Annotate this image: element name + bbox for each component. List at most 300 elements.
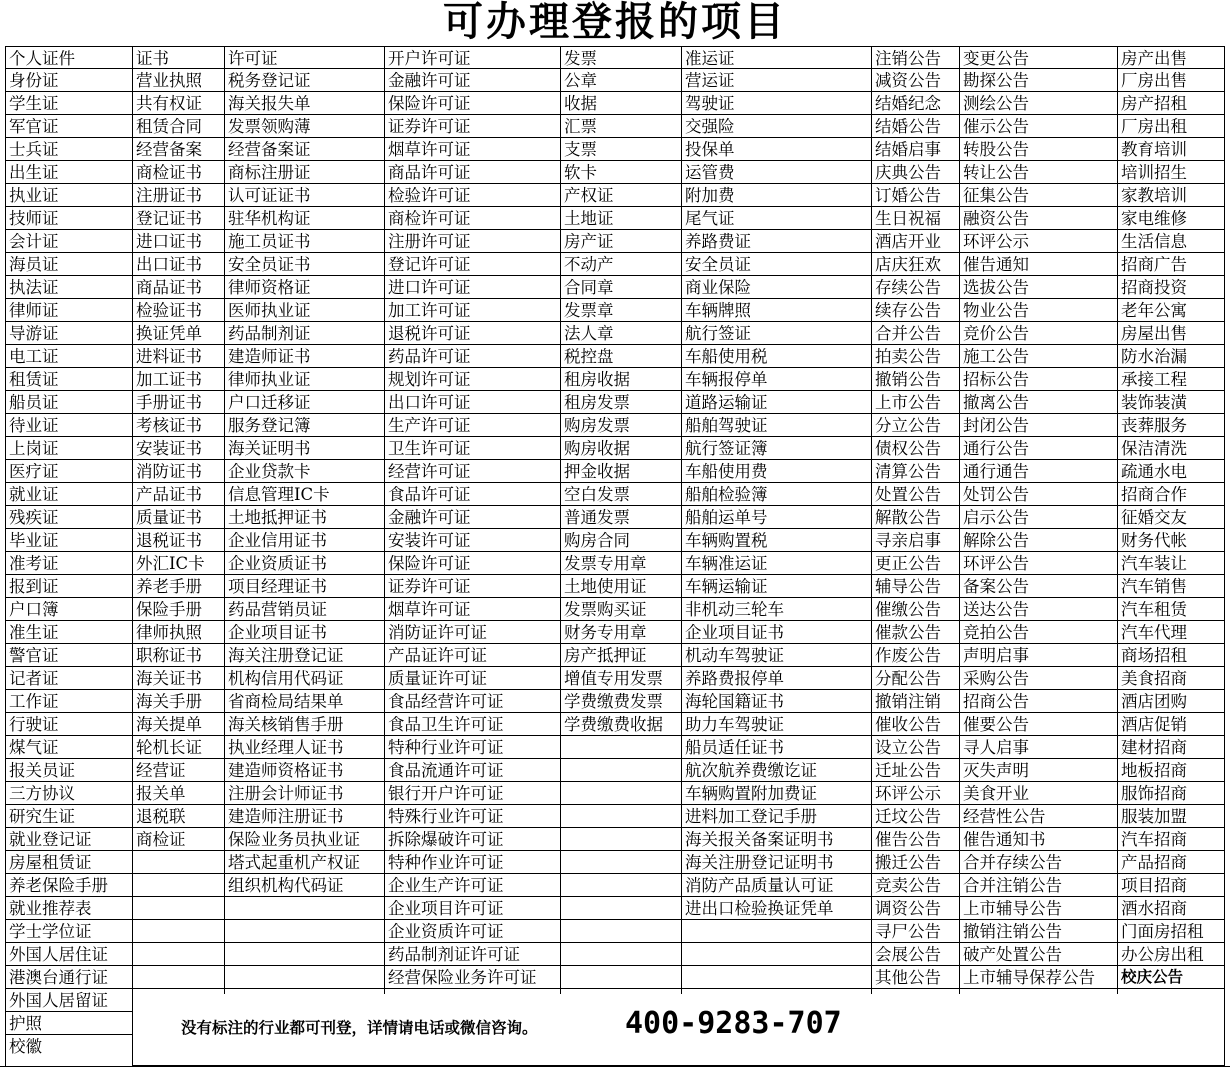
list-item: 安全员证 [682, 253, 871, 276]
list-item: 企业资质证书 [225, 552, 384, 575]
list-item: 项目经理证书 [225, 575, 384, 598]
list-item: 结婚纪念 [872, 92, 959, 115]
list-item: 质量证许可证 [385, 667, 560, 690]
list-item: 律师资格证 [225, 276, 384, 299]
empty-cell [561, 828, 681, 851]
list-item: 处罚公告 [960, 483, 1117, 506]
list-item: 租房发票 [561, 391, 681, 414]
list-item: 催告通知书 [960, 828, 1117, 851]
list-item: 招标公告 [960, 368, 1117, 391]
list-item: 施工员证书 [225, 230, 384, 253]
list-item: 项目招商 [1118, 874, 1224, 897]
list-item: 车辆牌照 [682, 299, 871, 322]
list-item: 加工许可证 [385, 299, 560, 322]
list-item: 就业证 [6, 483, 132, 506]
list-item: 催收公告 [872, 713, 959, 736]
list-item: 税务登记证 [225, 69, 384, 92]
list-item: 航行签证 [682, 322, 871, 345]
list-item: 附加费 [682, 184, 871, 207]
list-item: 合并存续公告 [960, 851, 1117, 874]
list-item: 企业生产许可证 [385, 874, 560, 897]
list-item: 企业项目证书 [225, 621, 384, 644]
list-item: 注册许可证 [385, 230, 560, 253]
list-item: 租房收据 [561, 368, 681, 391]
list-item: 订婚公告 [872, 184, 959, 207]
list-item: 待业证 [6, 414, 132, 437]
list-item: 撤销注销公告 [960, 920, 1117, 943]
column-4 [560, 46, 681, 994]
list-item: 调资公告 [872, 897, 959, 920]
list-item: 不动产 [561, 253, 681, 276]
list-item: 家电维修 [1118, 207, 1224, 230]
list-item: 银行开户许可证 [385, 782, 560, 805]
list-item: 道路运输证 [682, 391, 871, 414]
list-item: 卫生许可证 [385, 437, 560, 460]
list-item: 报关单 [133, 782, 224, 805]
empty-cell [561, 736, 681, 759]
list-item: 购房发票 [561, 414, 681, 437]
list-item: 食品经营许可证 [385, 690, 560, 713]
list-item: 环评公告 [960, 552, 1117, 575]
list-item: 驻华机构证 [225, 207, 384, 230]
list-item: 海关注册登记证 [225, 644, 384, 667]
list-item: 身份证 [6, 69, 132, 92]
list-item: 产品证许可证 [385, 644, 560, 667]
list-item: 企业项目许可证 [385, 897, 560, 920]
list-item: 药品许可证 [385, 345, 560, 368]
list-item: 注册会计师证书 [225, 782, 384, 805]
list-item: 迁址公告 [872, 759, 959, 782]
list-item: 产权证 [561, 184, 681, 207]
list-item: 证券许可证 [385, 115, 560, 138]
list-item: 职称证书 [133, 644, 224, 667]
list-item: 安装证书 [133, 437, 224, 460]
list-item: 寻尸公告 [872, 920, 959, 943]
list-item: 环评公示 [872, 782, 959, 805]
column-header: 准运证 [682, 46, 871, 69]
list-item: 登记许可证 [385, 253, 560, 276]
list-item: 老年公寓 [1118, 299, 1224, 322]
list-item: 消防证许可证 [385, 621, 560, 644]
list-item: 通行通告 [960, 460, 1117, 483]
empty-cell [561, 897, 681, 920]
empty-cell [561, 851, 681, 874]
list-item: 启示公告 [960, 506, 1117, 529]
list-item: 保险许可证 [385, 552, 560, 575]
list-item: 保险许可证 [385, 92, 560, 115]
list-item: 轮机长证 [133, 736, 224, 759]
list-item: 酒店开业 [872, 230, 959, 253]
list-item: 建造师资格证书 [225, 759, 384, 782]
list-item: 商检证书 [133, 161, 224, 184]
list-item: 进口许可证 [385, 276, 560, 299]
list-item: 撤销公告 [872, 368, 959, 391]
list-item: 投保单 [682, 138, 871, 161]
column-5 [681, 46, 871, 994]
list-item: 普通发票 [561, 506, 681, 529]
list-item: 煤气证 [6, 736, 132, 759]
list-item: 企业信用证书 [225, 529, 384, 552]
list-item: 催缴公告 [872, 598, 959, 621]
list-item: 生活信息 [1118, 230, 1224, 253]
list-item: 发票章 [561, 299, 681, 322]
list-item: 上岗证 [6, 437, 132, 460]
list-item: 律师证 [6, 299, 132, 322]
list-item: 作废公告 [872, 644, 959, 667]
list-item: 购房合同 [561, 529, 681, 552]
list-item: 合并注销公告 [960, 874, 1117, 897]
list-item: 酒店促销 [1118, 713, 1224, 736]
list-item: 商场招租 [1118, 644, 1224, 667]
list-item: 进料加工登记手册 [682, 805, 871, 828]
list-item: 经营备案证 [225, 138, 384, 161]
list-item: 船员证 [6, 391, 132, 414]
list-item: 撤离公告 [960, 391, 1117, 414]
empty-cell [133, 851, 224, 874]
list-item: 测绘公告 [960, 92, 1117, 115]
list-item: 破产处置公告 [960, 943, 1117, 966]
list-item: 酒店团购 [1118, 690, 1224, 713]
list-item: 海关手册 [133, 690, 224, 713]
list-item: 征婚交友 [1118, 506, 1224, 529]
list-item: 车船使用费 [682, 460, 871, 483]
list-item: 家教培训 [1118, 184, 1224, 207]
list-item: 门面房招租 [1118, 920, 1224, 943]
list-item: 船舶运单号 [682, 506, 871, 529]
list-item: 封闭公告 [960, 414, 1117, 437]
list-item: 招商合作 [1118, 483, 1224, 506]
list-item: 经营性公告 [960, 805, 1117, 828]
footer-contact [132, 994, 1225, 1066]
list-item: 共有权证 [133, 92, 224, 115]
list-item: 转让公告 [960, 161, 1117, 184]
list-item: 竞卖公告 [872, 874, 959, 897]
list-item: 残疾证 [6, 506, 132, 529]
list-item: 认可证证书 [225, 184, 384, 207]
list-item: 商品证书 [133, 276, 224, 299]
list-item: 房屋出售 [1118, 322, 1224, 345]
list-item: 外国人居留证 [6, 989, 132, 1012]
list-item: 发票领购薄 [225, 115, 384, 138]
list-item: 竞价公告 [960, 322, 1117, 345]
empty-cell [133, 943, 224, 966]
list-item: 搬迁公告 [872, 851, 959, 874]
list-item: 商标注册证 [225, 161, 384, 184]
list-item: 经营证 [133, 759, 224, 782]
list-item: 经营保险业务许可证 [385, 966, 560, 989]
list-item: 证券许可证 [385, 575, 560, 598]
list-item: 合并公告 [872, 322, 959, 345]
list-item: 分配公告 [872, 667, 959, 690]
list-item: 地板招商 [1118, 759, 1224, 782]
list-item: 处置公告 [872, 483, 959, 506]
list-item: 海关提单 [133, 713, 224, 736]
list-item: 进出口检验换证凭单 [682, 897, 871, 920]
column-1 [132, 46, 224, 994]
list-item: 特种作业许可证 [385, 851, 560, 874]
column-header: 开户许可证 [385, 46, 560, 69]
empty-cell [133, 874, 224, 897]
page-title: 可办理登报的项目 [443, 0, 787, 45]
list-item: 检验证书 [133, 299, 224, 322]
list-item: 结婚启事 [872, 138, 959, 161]
list-item: 士兵证 [6, 138, 132, 161]
list-item: 研究生证 [6, 805, 132, 828]
list-item: 采购公告 [960, 667, 1117, 690]
list-item: 医师执业证 [225, 299, 384, 322]
list-item: 海员证 [6, 253, 132, 276]
list-item: 学生证 [6, 92, 132, 115]
list-item: 港澳台通行证 [6, 966, 132, 989]
list-item: 汽车招商 [1118, 828, 1224, 851]
list-item: 企业资质许可证 [385, 920, 560, 943]
list-item: 消防产品质量认可证 [682, 874, 871, 897]
list-item: 经营备案 [133, 138, 224, 161]
empty-cell [682, 966, 871, 989]
list-item: 警官证 [6, 644, 132, 667]
list-item: 金融许可证 [385, 506, 560, 529]
list-item: 执业证 [6, 184, 132, 207]
list-item: 财务代帐 [1118, 529, 1224, 552]
list-item: 催款公告 [872, 621, 959, 644]
list-item: 丧葬服务 [1118, 414, 1224, 437]
list-item: 清算公告 [872, 460, 959, 483]
list-item: 出口证书 [133, 253, 224, 276]
list-item: 迁坟公告 [872, 805, 959, 828]
list-item: 上市辅导公告 [960, 897, 1117, 920]
list-item: 竞拍公告 [960, 621, 1117, 644]
list-item: 就业推荐表 [6, 897, 132, 920]
list-item: 教育培训 [1118, 138, 1224, 161]
list-item: 租赁合同 [133, 115, 224, 138]
list-item: 寻人启事 [960, 736, 1117, 759]
list-item: 转股公告 [960, 138, 1117, 161]
list-item: 防水治漏 [1118, 345, 1224, 368]
list-item: 记者证 [6, 667, 132, 690]
column-7 [959, 46, 1117, 994]
list-item: 海关核销售手册 [225, 713, 384, 736]
list-item: 寻亲启事 [872, 529, 959, 552]
list-item: 房屋租赁证 [6, 851, 132, 874]
empty-cell [225, 920, 384, 943]
list-item: 海关证明书 [225, 437, 384, 460]
list-item: 海关报失单 [225, 92, 384, 115]
list-item: 安全员证书 [225, 253, 384, 276]
list-item: 规划许可证 [385, 368, 560, 391]
column-header: 证书 [133, 46, 224, 69]
list-item: 土地抵押证书 [225, 506, 384, 529]
list-item: 催要公告 [960, 713, 1117, 736]
empty-cell [561, 943, 681, 966]
list-item: 经营许可证 [385, 460, 560, 483]
list-item: 存续公告 [872, 276, 959, 299]
list-item: 法人章 [561, 322, 681, 345]
list-item: 生日祝福 [872, 207, 959, 230]
list-item: 融资公告 [960, 207, 1117, 230]
list-item: 律师执照 [133, 621, 224, 644]
list-item: 消防证书 [133, 460, 224, 483]
list-item: 汽车代理 [1118, 621, 1224, 644]
list-item: 船员适任证书 [682, 736, 871, 759]
list-item: 生产许可证 [385, 414, 560, 437]
list-item: 其他公告 [872, 966, 959, 989]
list-item: 庆典公告 [872, 161, 959, 184]
list-item: 行驶证 [6, 713, 132, 736]
empty-cell [561, 966, 681, 989]
column-8 [1117, 46, 1225, 994]
footer-note: 没有标注的行业都可刊登，详情请电话或微信咨询。 [181, 1018, 538, 1037]
list-item: 技师证 [6, 207, 132, 230]
list-item: 养老保险手册 [6, 874, 132, 897]
list-item: 美食开业 [960, 782, 1117, 805]
list-item: 安装许可证 [385, 529, 560, 552]
list-item: 催告公告 [872, 828, 959, 851]
list-item: 拍卖公告 [872, 345, 959, 368]
list-item: 注册证书 [133, 184, 224, 207]
list-item: 养老手册 [133, 575, 224, 598]
list-item: 检验许可证 [385, 184, 560, 207]
list-item: 租赁证 [6, 368, 132, 391]
list-item: 退税许可证 [385, 322, 560, 345]
list-item: 运管费 [682, 161, 871, 184]
list-item: 承接工程 [1118, 368, 1224, 391]
list-item: 送达公告 [960, 598, 1117, 621]
column-3 [384, 46, 560, 994]
empty-cell [225, 897, 384, 920]
list-item: 撤销注销 [872, 690, 959, 713]
list-item: 勘探公告 [960, 69, 1117, 92]
list-item: 户口簿 [6, 598, 132, 621]
empty-cell [561, 805, 681, 828]
list-item: 海关注册登记证明书 [682, 851, 871, 874]
list-item: 报到证 [6, 575, 132, 598]
empty-cell [561, 920, 681, 943]
list-item: 催示公告 [960, 115, 1117, 138]
list-item: 准生证 [6, 621, 132, 644]
list-item: 船舶检验簿 [682, 483, 871, 506]
list-item: 驾驶证 [682, 92, 871, 115]
list-item: 校徽 [9, 1037, 42, 1056]
list-item: 服装加盟 [1118, 805, 1224, 828]
list-item: 声明启事 [960, 644, 1117, 667]
list-item: 收据 [561, 92, 681, 115]
list-item: 出口许可证 [385, 391, 560, 414]
list-item: 会展公告 [872, 943, 959, 966]
column-header: 许可证 [225, 46, 384, 69]
list-item: 药品制剂证许可证 [385, 943, 560, 966]
list-item: 减资公告 [872, 69, 959, 92]
list-item: 车辆运输证 [682, 575, 871, 598]
list-item: 续存公告 [872, 299, 959, 322]
column-header: 房产出售 [1118, 46, 1224, 69]
list-item: 招商投资 [1118, 276, 1224, 299]
list-item: 上市公告 [872, 391, 959, 414]
empty-cell [225, 966, 384, 989]
list-item: 进口证书 [133, 230, 224, 253]
list-item: 招商广告 [1118, 253, 1224, 276]
list-item: 押金收据 [561, 460, 681, 483]
list-item: 建造师注册证书 [225, 805, 384, 828]
list-item: 学士学位证 [6, 920, 132, 943]
empty-cell [133, 966, 224, 989]
list-item: 准考证 [6, 552, 132, 575]
list-item: 灭失声明 [960, 759, 1117, 782]
list-item: 土地证 [561, 207, 681, 230]
list-item: 车辆准运证 [682, 552, 871, 575]
list-item: 支票 [561, 138, 681, 161]
list-item: 债权公告 [872, 437, 959, 460]
list-item: 船舶驾驶证 [682, 414, 871, 437]
list-item: 服务登记簿 [225, 414, 384, 437]
list-item: 执业经理人证书 [225, 736, 384, 759]
list-item: 营运证 [682, 69, 871, 92]
list-item: 海关证书 [133, 667, 224, 690]
items-table [5, 46, 1225, 1066]
list-item: 航次航养费缴讫证 [682, 759, 871, 782]
list-item: 助力车驾驶证 [682, 713, 871, 736]
list-item: 培训招生 [1118, 161, 1224, 184]
list-item: 税控盘 [561, 345, 681, 368]
list-item: 换证凭单 [133, 322, 224, 345]
list-item: 装饰装潢 [1118, 391, 1224, 414]
list-item: 工作证 [6, 690, 132, 713]
list-item: 省商检局结果单 [225, 690, 384, 713]
empty-cell [561, 874, 681, 897]
list-item: 备案公告 [960, 575, 1117, 598]
list-item: 公章 [561, 69, 681, 92]
list-item: 机构信用代码证 [225, 667, 384, 690]
empty-cell [133, 897, 224, 920]
list-item: 电工证 [6, 345, 132, 368]
list-item: 军官证 [6, 115, 132, 138]
phone-number: 400-9283-707 [625, 1006, 842, 1041]
list-item: 金融许可证 [385, 69, 560, 92]
list-item: 解除公告 [960, 529, 1117, 552]
list-item: 营业执照 [133, 69, 224, 92]
list-item: 食品许可证 [385, 483, 560, 506]
list-item: 施工公告 [960, 345, 1117, 368]
list-item: 增值专用发票 [561, 667, 681, 690]
bottom-border [0, 1066, 1230, 1067]
list-item: 烟草许可证 [385, 598, 560, 621]
list-item: 毕业证 [6, 529, 132, 552]
list-item: 建造师证书 [225, 345, 384, 368]
list-item: 酒水招商 [1118, 897, 1224, 920]
list-item: 养路费报停单 [682, 667, 871, 690]
empty-cell [682, 920, 871, 943]
list-item: 报关员证 [6, 759, 132, 782]
list-item: 登记证书 [133, 207, 224, 230]
list-item: 退税联 [133, 805, 224, 828]
list-item: 外国人居住证 [6, 943, 132, 966]
list-item: 厂房出租 [1118, 115, 1224, 138]
list-item: 学费缴费收据 [561, 713, 681, 736]
column-0 [5, 46, 132, 1066]
list-item: 征集公告 [960, 184, 1117, 207]
list-item: 商检许可证 [385, 207, 560, 230]
column-header: 个人证件 [6, 46, 132, 69]
list-item: 加工证书 [133, 368, 224, 391]
list-item: 医疗证 [6, 460, 132, 483]
empty-cell [561, 759, 681, 782]
list-item: 退税证书 [133, 529, 224, 552]
list-item: 车辆购置附加费证 [682, 782, 871, 805]
list-item: 建材招商 [1118, 736, 1224, 759]
list-item: 尾气证 [682, 207, 871, 230]
list-item: 进料证书 [133, 345, 224, 368]
list-item: 药品营销员证 [225, 598, 384, 621]
list-item: 企业项目证书 [682, 621, 871, 644]
